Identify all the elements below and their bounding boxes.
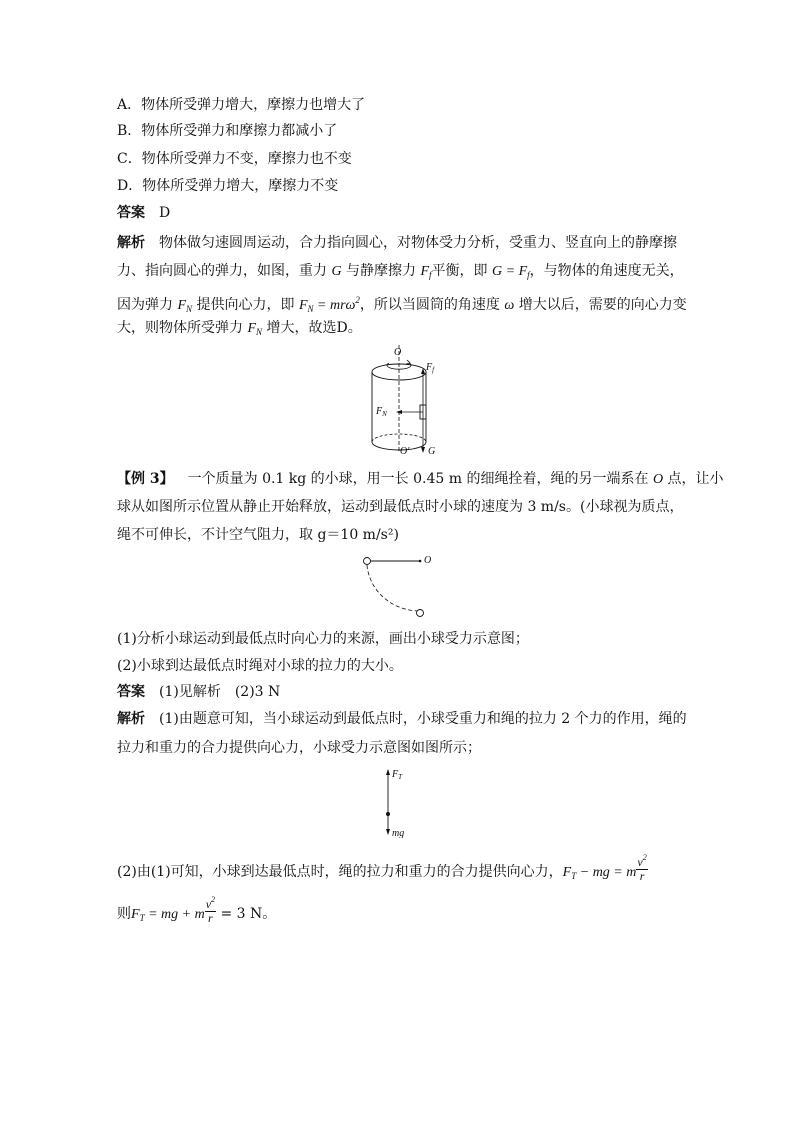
label-o-bottom: O′ bbox=[400, 446, 410, 455]
example-text: 一个质量为 0.1 kg 的小球，用一长 0.45 m 的细绳拴着，绳的另一端系在 bbox=[187, 471, 649, 487]
pendulum-diagram bbox=[360, 553, 440, 623]
analysis-2-line-2: 拉力和重力的合力提供向心力，小球受力示意图如图所示； bbox=[117, 740, 481, 756]
question-2: (2)小球到达最低点时绳对小球的拉力的大小。 bbox=[117, 658, 403, 674]
symbol-fn: $F_N$ bbox=[247, 321, 263, 337]
symbol-fn: $F_N$ bbox=[177, 298, 193, 314]
label-mg: mg bbox=[392, 828, 405, 838]
label-ff: $F_f$ bbox=[426, 362, 435, 374]
equation-result: = 3 N bbox=[216, 906, 263, 923]
answer-line-1 bbox=[117, 203, 170, 223]
symbol-ff: $F_f$ bbox=[420, 264, 432, 280]
equation-fn: $F_N = mr\omega^2$ bbox=[298, 295, 360, 314]
example-text: 点，让小 bbox=[667, 471, 724, 487]
cylinder-force-diagram bbox=[362, 343, 442, 455]
analysis-text: 大，则物体所受弹力 bbox=[117, 320, 243, 336]
answer-line-2 bbox=[117, 682, 280, 702]
analysis-text: 。 bbox=[262, 906, 277, 923]
symbol-g: G bbox=[331, 264, 342, 279]
analysis-text: 则 bbox=[117, 906, 131, 923]
analysis-text: 增大以后，需要的向心力变 bbox=[518, 297, 687, 313]
analysis-3-line-1 bbox=[117, 853, 648, 889]
option-a: A．物体所受弹力增大，摩擦力也增大了 bbox=[117, 97, 366, 113]
analysis-text: (2)由(1)可知，小球到达最低点时，绳的拉力和重力的合力提供向心力， bbox=[117, 864, 563, 881]
symbol-o: O bbox=[652, 472, 664, 487]
answer-label: 答案 bbox=[117, 684, 145, 700]
option-d: D．物体所受弹力增大，摩擦力不变 bbox=[117, 178, 339, 194]
analysis-2-line-1 bbox=[117, 709, 687, 729]
label-o: O bbox=[424, 555, 432, 566]
example-label: 【例 3】 bbox=[117, 471, 174, 487]
equation-g-ff: $G = F_f$ bbox=[492, 264, 530, 280]
analysis-1-line-3 bbox=[117, 290, 687, 319]
answer-value: (1)见解析 bbox=[159, 684, 221, 700]
equation-centripetal: $F_T$ − mg = m $\frac{v^2}{r}$ bbox=[562, 853, 647, 883]
analysis-1-line-4 bbox=[117, 318, 362, 342]
example-3-line-2: 球从如图所示位置从静止开始释放，运动到最低点时小球的速度为 3 m/s。(小球视为质点， bbox=[117, 499, 684, 515]
example-3-line-1 bbox=[117, 469, 724, 490]
answer-value: (2)3 N bbox=[234, 684, 281, 700]
analysis-text: ，与物体的角速度无关， bbox=[529, 263, 684, 279]
example-3-line-3: 绳不可伸长，不计空气阻力，取 g＝10 m/s²) bbox=[117, 527, 399, 543]
answer-value: D bbox=[159, 205, 171, 221]
label-o-top: O bbox=[394, 347, 402, 358]
analysis-text: 平衡，即 bbox=[431, 263, 488, 279]
label-ft: $F_T$ bbox=[392, 769, 403, 781]
answer-label: 答案 bbox=[117, 205, 145, 221]
analysis-text: 与静摩擦力 bbox=[346, 263, 417, 279]
analysis-text: 提供向心力，即 bbox=[196, 297, 295, 313]
analysis-1-line-2 bbox=[117, 261, 684, 285]
analysis-label: 解析 bbox=[117, 235, 145, 251]
label-fn: $F_N$ bbox=[376, 406, 387, 418]
analysis-label: 解析 bbox=[117, 711, 145, 727]
analysis-3-line-2 bbox=[117, 895, 277, 931]
free-body-diagram bbox=[380, 766, 420, 838]
question-1: (1)分析小球运动到最低点时向心力的来源，画出小球受力示意图； bbox=[117, 631, 529, 647]
analysis-text: (1)由题意可知，当小球运动到最低点时，小球受重力和绳的拉力 2 个力的作用，绳的 bbox=[159, 711, 687, 727]
analysis-text: ，所以当圆筒的角速度 bbox=[359, 297, 500, 313]
analysis-text: 力、指向圆心的弹力，如图，重力 bbox=[117, 263, 327, 279]
option-b: B．物体所受弹力和摩擦力都减小了 bbox=[117, 123, 338, 139]
equation-tension: $F_T$ = mg + m $\frac{v^2}{r}$ bbox=[131, 895, 216, 925]
analysis-text: 物体做匀速圆周运动，合力指向圆心，对物体受力分析，受重力、竖直向上的静摩擦 bbox=[159, 235, 677, 251]
analysis-text: 增大，故选D。 bbox=[266, 320, 362, 336]
option-c: C．物体所受弹力不变，摩擦力也不变 bbox=[117, 151, 352, 167]
label-g: G bbox=[428, 446, 436, 455]
analysis-text: 因为弹力 bbox=[117, 297, 173, 313]
symbol-omega: ω bbox=[504, 298, 515, 313]
analysis-1-line-1 bbox=[117, 233, 677, 253]
